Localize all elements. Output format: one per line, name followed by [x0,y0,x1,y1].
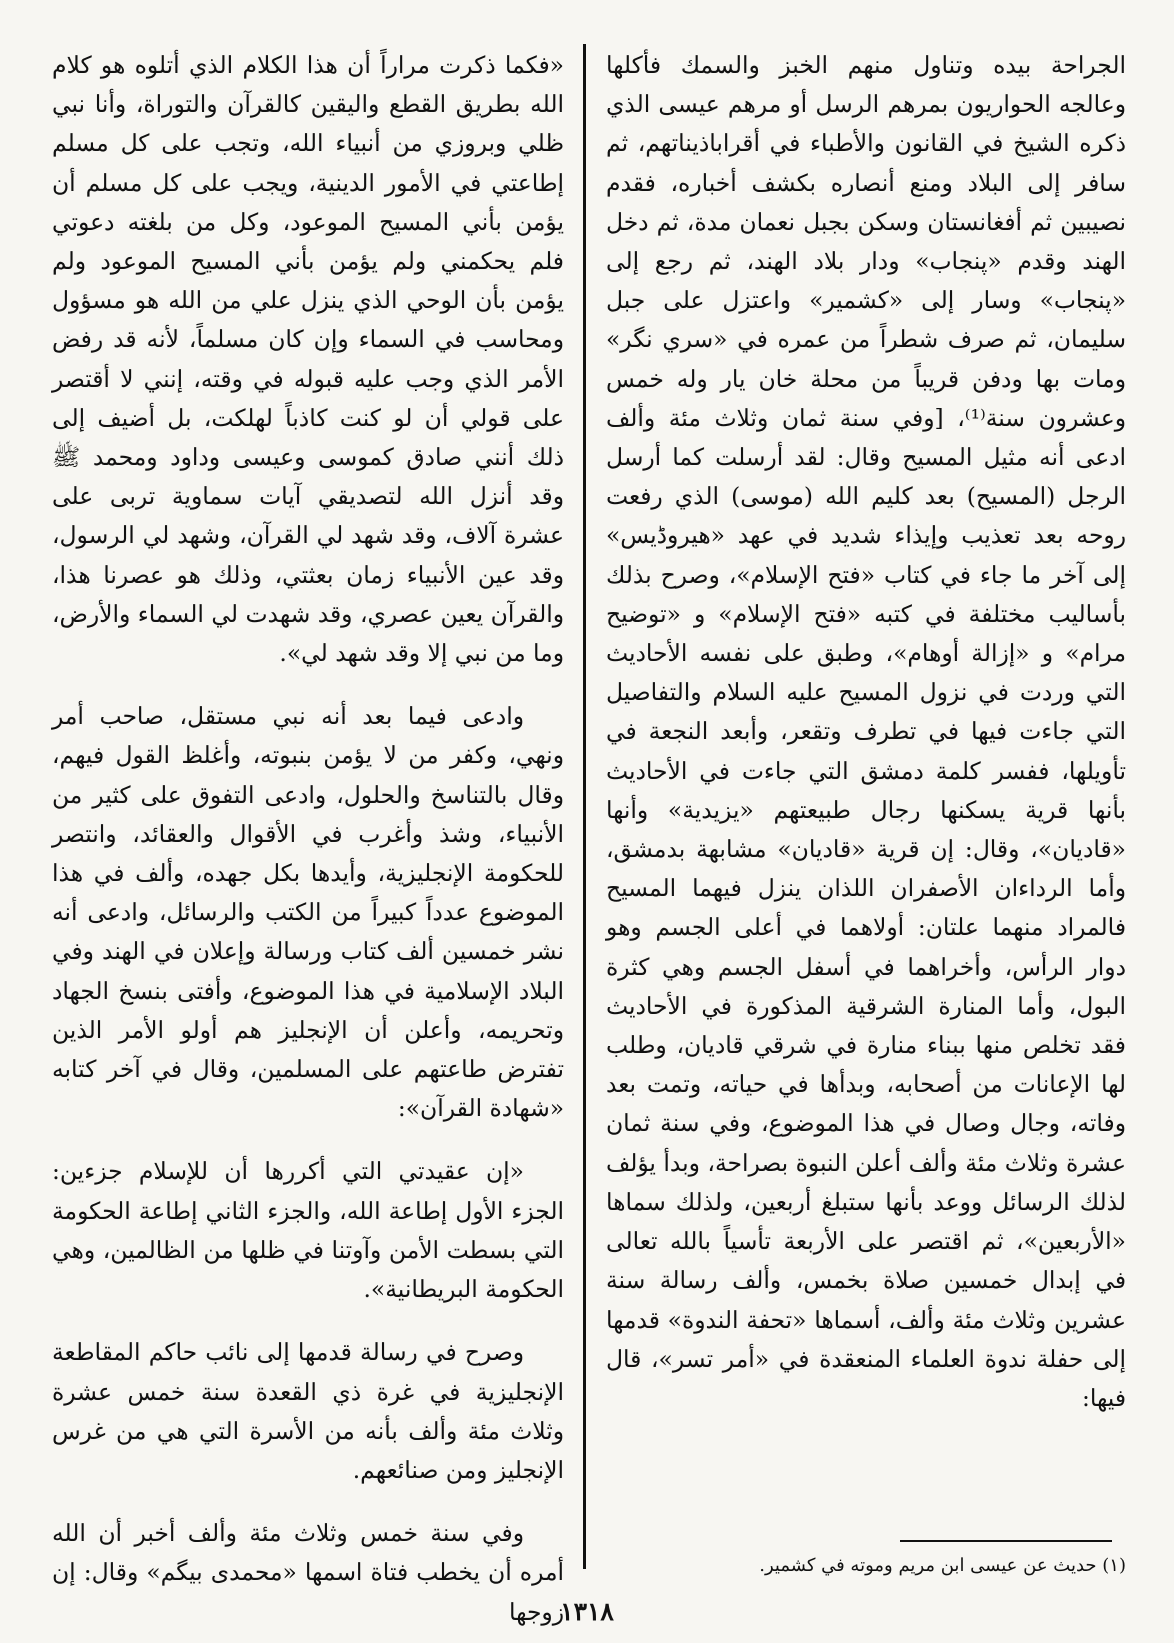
paragraph: وصرح في رسالة قدمها إلى نائب حاكم المقاطعة الإنجليزية في غرة ذي القعدة سنة خمس عشرة وثلاث مئة وألف بأنه من الأسرة التي هي من غرس الإنجليز ومن صنائعهم. [52,1338,564,1484]
paragraph: وفي سنة خمس وثلاث مئة وألف أخبر أن الله أمره أن يخطب فتاة اسمها «محمدى بيگم» وقال: إن زوجها [52,1519,564,1626]
left-text-column [52,46,564,1626]
page-number: ١٣١٨ [560,1597,614,1626]
quote-paragraph: «إن عقيدتي التي أكررها أن للإسلام جزءين: الجزء الأول إطاعة الله، والجزء الثاني إطاعة الحكومة التي بسطت الأمن وآوتنا في ظلها من الظالمين، وهي الحكومة البريطانية». [52,1157,564,1304]
right-text-column [606,46,1126,1556]
footnote-rule [900,1540,1112,1542]
paragraph: الجراحة بيده وتناول منهم الخبز والسمك فأكلها وعالجه الحواريون بمرهم الرسل أو مرهم عيسى الذي ذكره الشيخ في القانون والأطباء في أقراباذيناتهم، ثم سافر إلى البلاد ومنع أنصاره بكشف أخباره، فقدم نصيبين ثم أفغانستان وسكن بجبل نعمان مدة، ثم دخل الهند وقدم «پنجاب» ودار بلاد الهند، ثم رجع إلى «پنجاب» وسار إلى «كشمير» واعتزل على جبل سليمان، ثم صرف شطراً من عمره في «سري نگر» ومات بها ودفن قريباً من محلة خان يار وله خمس وعشرون سنة⁽¹⁾، [وفي سنة ثمان وثلاث مئة وألف ادعى أنه مثيل المسيح وقال: لقد أرسلت كما أرسل الرجل (المسيح) بعد كليم الله (موسى) الذي رفعت روحه بعد تعذيب وإيذاء شديد في عهد «هيروڈيس» إلى آخر ما جاء في كتاب «فتح الإسلام»، وصرح بذلك بأساليب مختلفة في كتبه «فتح الإسلام» و «توضيح مرام» و «إزالة أوهام»، وطبق على نفسه الأحاديث التي وردت في نزول المسيح عليه السلام والتفاصيل التي جاءت فيها في تطرف وتقعر، وأبعد النجعة في تأويلها، ففسر كلمة دمشق التي جاءت في الأحاديث بأنها قرية يسكنها رجال طبيعتهم «يزيدية» وأنها «قاديان»، وقال: إن قرية «قاديان» مشابهة بدمشق، وأما الرداءان الأصفران اللذان ينزل فيهما المسيح فالمراد منهما علتان: أولاهما في أعلى الجسم وهو دوار الرأس، وأخراهما في أسفل الجسم وهي كثرة البول، وأما المنارة الشرقية المذكورة في الأحاديث فقد تخلص منها ببناء منارة في شرقي قاديان، وطلب لها الإعانات من أصحابه، وبدأها في حياته، وتمت بعد وفاته، وجال وصال في هذا الموضوع، وفي سنة ثمان عشرة وثلاث مئة وألف أعلن النبوة بصراحة، وبدأ يؤلف لذلك الرسائل ووعد بأنها ستبلغ أربعين، ولذلك سماها «الأربعين»، ثم اقتصر على الأربعة تأسياً بالله تعالى في إبدال خمسين صلاة بخمس، وألف رسالة سنة عشرين وثلاث مئة وألف، أسماها «تحفة الندوة» قدمها إلى حفلة ندوة العلماء المنعقدة في «أمر تسر»، قال فيها: [606,51,1126,1412]
quote-paragraph: «فكما ذكرت مراراً أن هذا الكلام الذي أتلوه هو كلام الله بطريق القطع واليقين كالقرآن والتوراة، وأنا نبي ظلي وبروزي من أنبياء الله، وتجب على كل مسلم إطاعتي في الأمور الدينية، ويجب على كل مسلم أن يؤمن بأني المسيح الموعود، وكل من بلغته دعوتي فلم يحكمني ولم يؤمن بأني المسيح الموعود ولم يؤمن بأن الوحي الذي ينزل علي من الله هو مسؤول ومحاسب في السماء وإن كان مسلماً، لأنه قد رفض الأمر الذي وجب عليه قبوله في وقته، إنني لا أقتصر على قولي أن لو كنت كاذباً لهلكت، بل أضيف إلى ذلك أنني صادق كموسى وعيسى وداود ومحمد ﷺ وقد أنزل الله لتصديقي آيات سماوية تربى على عشرة آلاف، وقد شهد لي القرآن، وشهد لي الرسول، وقد عين الأنبياء زمان بعثتي، وذلك هو عصرنا هذا، والقرآن يعين عصري، وقد شهدت لي السماء والأرض، وما من نبي إلا وقد شهد لي». [52,51,564,668]
paragraph: وادعى فيما بعد أنه نبي مستقل، صاحب أمر ونهي، وكفر من لا يؤمن بنبوته، وأغلظ القول فيهم، وقال بالتناسخ والحلول، وادعى التفوق على كثير من الأنبياء، وشذ وأغرب في الأقوال والعقائد، وانتصر للحكومة الإنجليزية، وأيدها بكل جهده، وألف في هذا الموضوع عدداً كبيراً من الكتب والرسائل، وادعى أنه نشر خمسين ألف كتاب ورسالة وإعلان في الهند وفي البلاد الإسلامية في هذا الموضوع، وأفتى بنسخ الجهاد وتحريمه، وأعلن أن الإنجليز هم أولو الأمر الذين تفترض طاعتهم على المسلمين، وقال في آخر كتابه «شهادة القرآن»: [52,702,564,1123]
column-divider [583,44,586,1569]
footnote: (١) حديث عن عيسى ابن مريم وموته في كشمير. [759,1555,1126,1576]
